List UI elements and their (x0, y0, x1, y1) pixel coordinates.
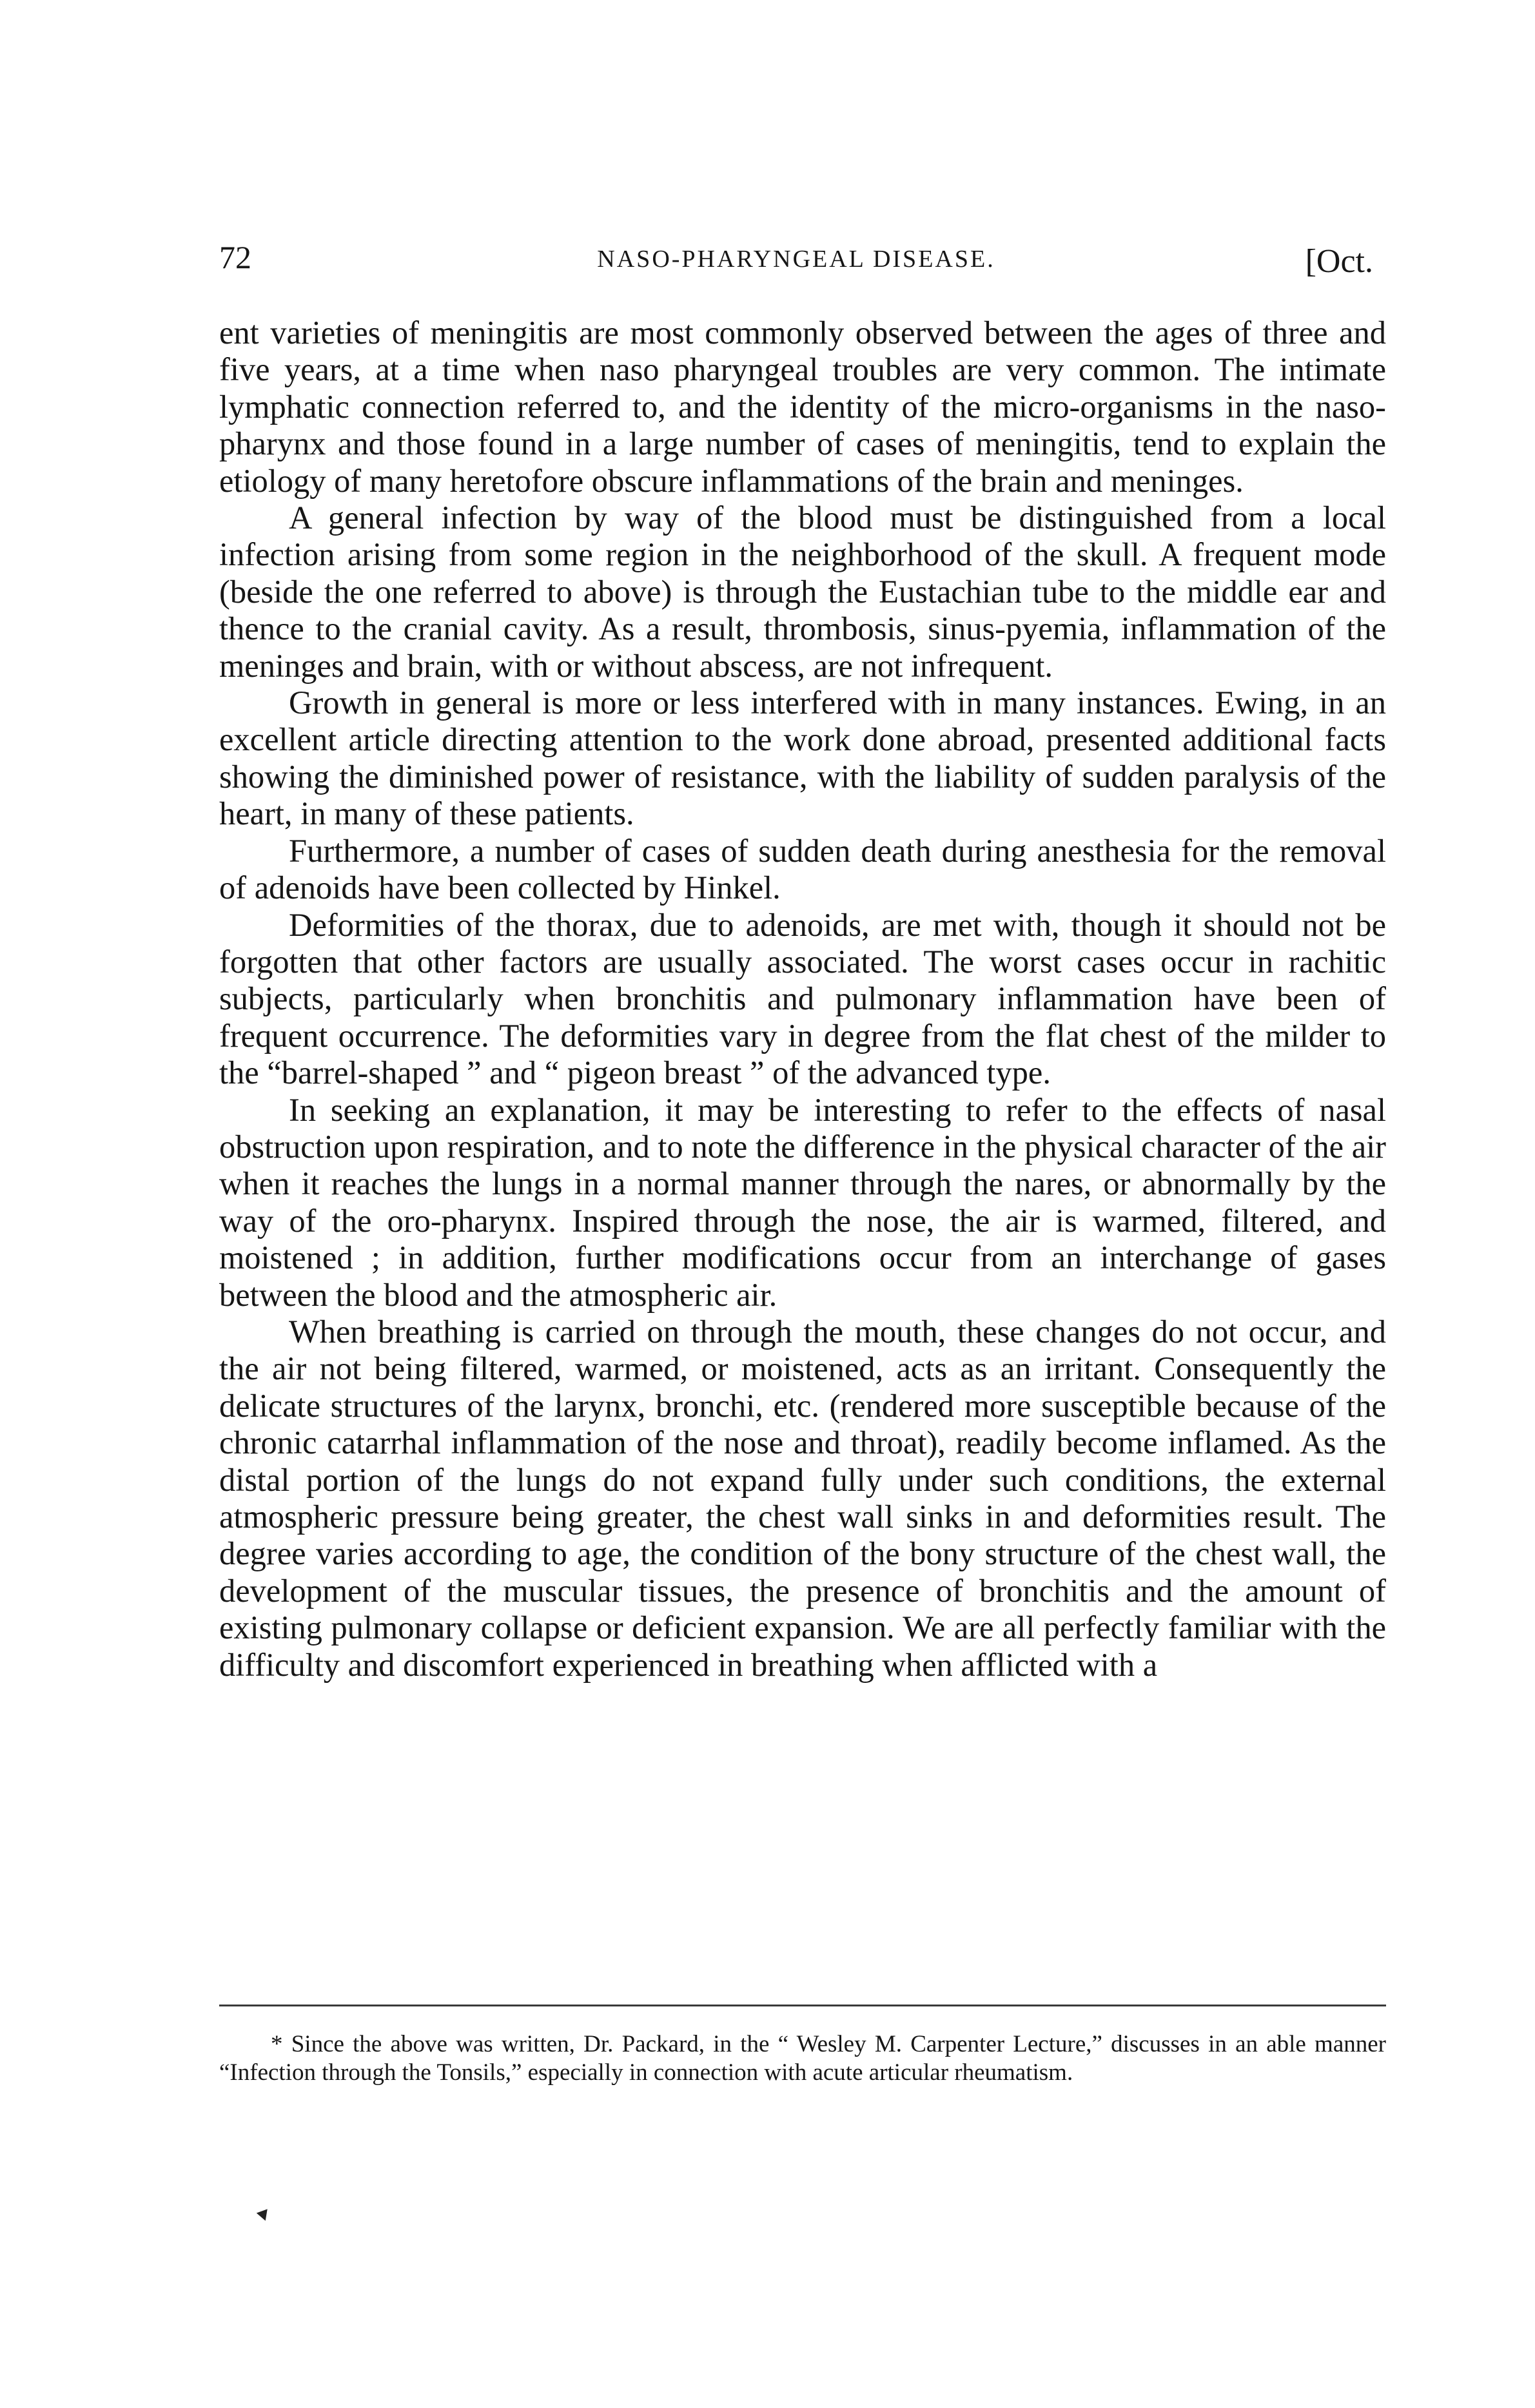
paragraph: Growth in general is more or less interfered with in many instances. Ewing, in an excellent article directing attention to the work done abroad, presented additional facts showing the diminished power of resistance, with the liability of sudden paralysis of the heart, in many of these patients. (219, 685, 1386, 832)
paragraph: ent varieties of meningitis are most commonly observed between the ages of three and five years, at a time when naso pharyngeal troubles are very common. The intimate lymphatic connection referred to, and the identity of the micro-organisms in the naso-pharynx and those found in a large number of cases of meningitis, tend to explain the etiology of many heretofore obscure inflammations of the brain and meninges. (219, 315, 1386, 499)
paragraph: Furthermore, a number of cases of sudden death during anesthesia for the removal of adenoids have been collected by Hinkel. (219, 832, 1386, 906)
paragraph: When breathing is carried on through the mouth, these changes do not occur, and the air not being filtered, warmed, or moistened, acts as an irritant. Consequently the delicate structures of the larynx, bronchi, etc. (rendered more susceptible because of the chronic catarrhal inflammation of the nose and throat), readily become inflamed. As the distal portion of the lungs do not expand fully under such conditions, the external atmospheric pressure being greater, the chest wall sinks in and deformities result. The degree varies according to age, the condition of the bony structure of the chest wall, the development of the muscular tissues, the presence of bronchitis and the amount of existing pulmonary collapse or deficient expansion. We are all perfectly familiar with the difficulty and discomfort experienced in breathing when afflicted with a (219, 1313, 1386, 1683)
footnote-text: * Since the above was written, Dr. Packard, in the “ Wesley M. Carpenter Lecture,” discusses in an able manner “Infection through the Tonsils,” especially in connection with acute articular rheumatism. (219, 2031, 1386, 2086)
footnote-divider (219, 2005, 1386, 2006)
ink-blot-mark (257, 2209, 271, 2222)
running-title: NASO-PHARYNGEAL DISEASE. (597, 246, 995, 273)
paragraph: In seeking an explanation, it may be interesting to refer to the effects of nasal obstruction upon respiration, and to note the difference in the physical character of the air when it reaches the lungs in a normal manner through the nares, or abnormally by the way of the oro-pharynx. Inspired through the nose, the air is warmed, filtered, and moistened ; in addition, further modifications occur from an interchange of gases between the blood and the atmospheric air. (219, 1091, 1386, 1313)
body-text (219, 315, 1386, 1684)
paragraph: A general infection by way of the blood must be distinguished from a local infection arising from some region in the neighborhood of the skull. A frequent mode (beside the one referred to above) is through the Eustachian tube to the middle ear and thence to the cranial cavity. As a result, thrombosis, sinus-pyemia, inflammation of the meninges and brain, with or without abscess, are not infrequent. (219, 500, 1386, 684)
page-number: 72 (219, 239, 251, 275)
paragraph: Deformities of the thorax, due to adenoids, are met with, though it should not be forgotten that other factors are usually associated. The worst cases occur in rachitic subjects, particularly when bronchitis and pulmonary inflammation have been of frequent occurrence. The deformities vary in degree from the flat chest of the milder to the “barrel-shaped ” and “ pigeon breast ” of the advanced type. (219, 906, 1386, 1091)
page-header (219, 238, 1373, 290)
footnote (219, 2030, 1386, 2087)
month-marker: [Oct. (1305, 243, 1373, 280)
